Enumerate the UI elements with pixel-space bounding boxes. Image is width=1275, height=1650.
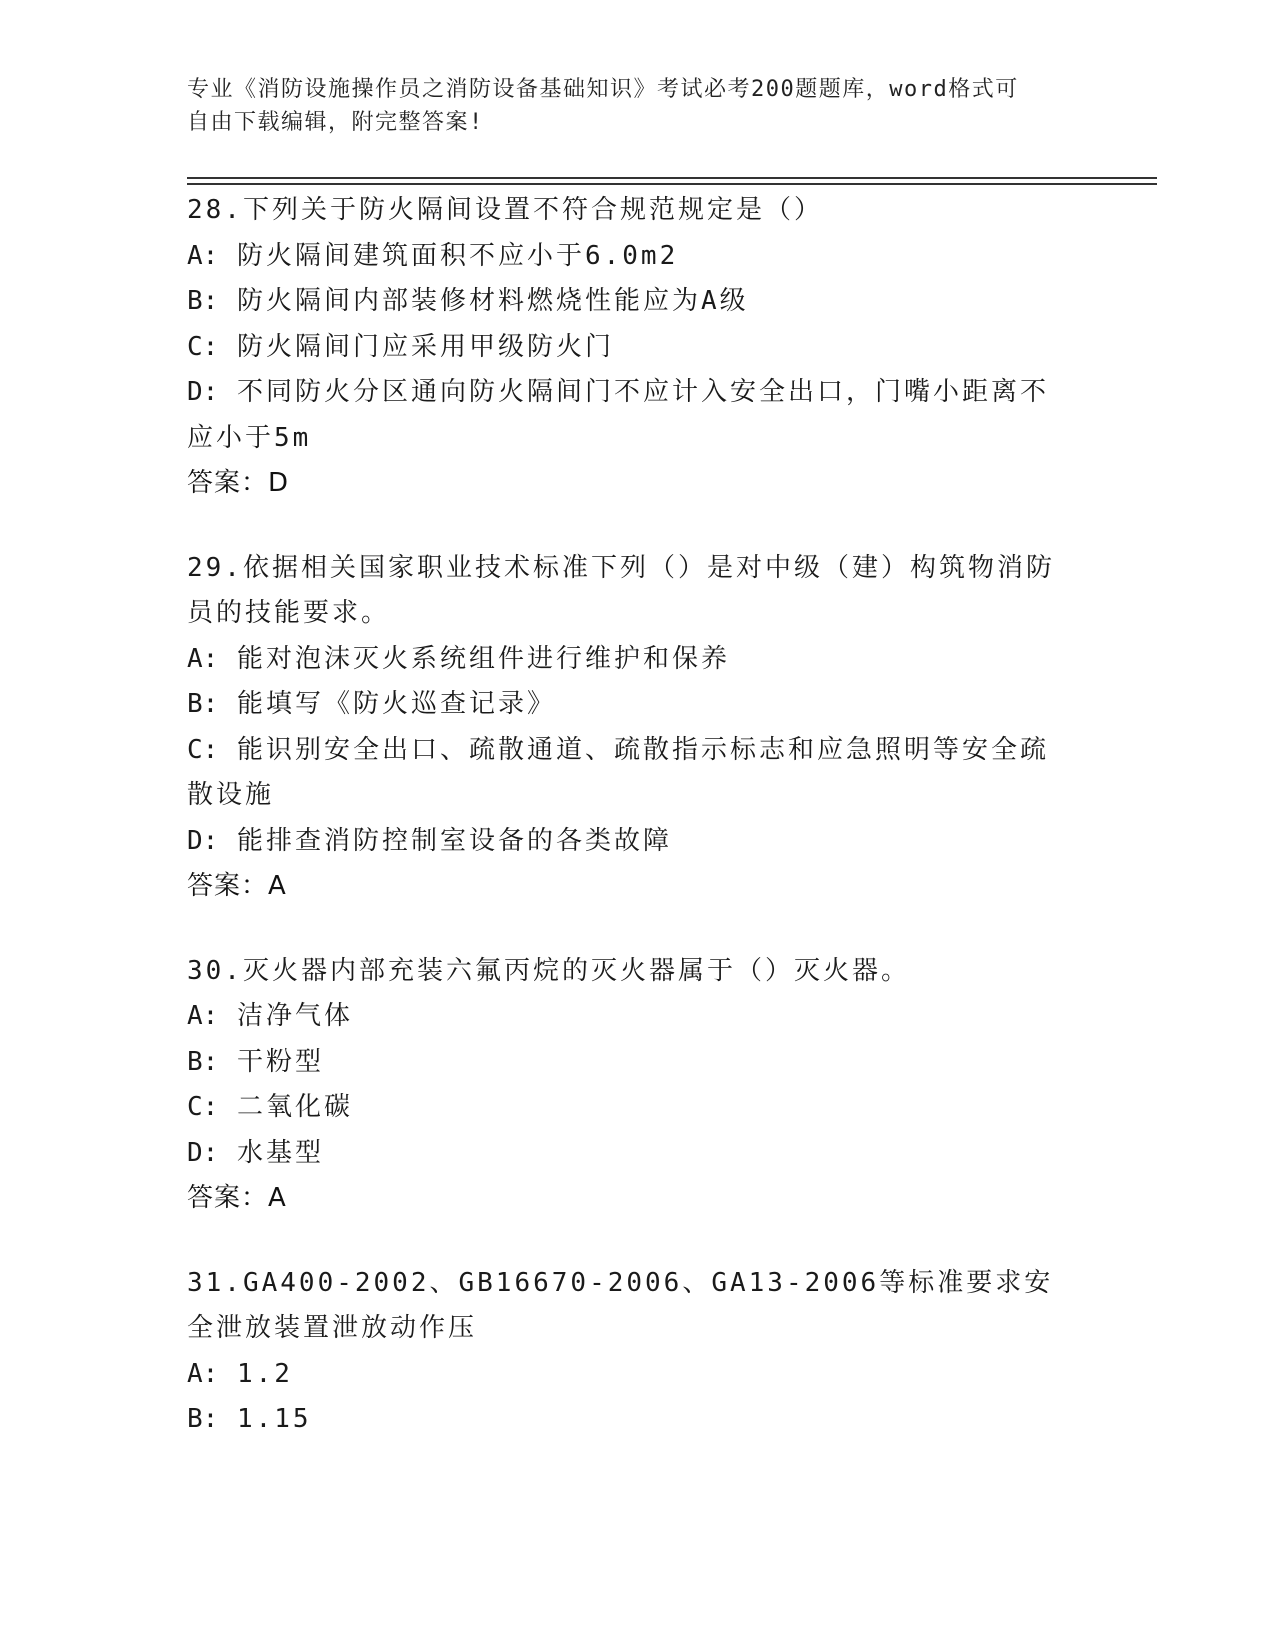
answer-line: 答案：A (187, 871, 287, 901)
header-line-1: 专业《消防设施操作员之消防设备基础知识》考试必考200题题库，word格式可 (187, 77, 1019, 102)
option-text: 水基型 (236, 1137, 324, 1168)
option-key: A: (187, 240, 219, 271)
header-divider-bottom (187, 183, 1157, 185)
option-key: A: (187, 643, 219, 674)
question-title: 28.下列关于防火隔间设置不符合规范规定是（） (187, 195, 823, 225)
option-text: 1.2 (236, 1358, 293, 1389)
option-key: B: (187, 286, 219, 316)
option-text: 1.15 (236, 1404, 312, 1434)
option-text: 不同防火分区通向防火隔间门不应计入安全出口，门嘴小距离不应小于5m (187, 377, 1049, 453)
option-c (187, 728, 1067, 819)
option-d (187, 1131, 1067, 1177)
answer-line: 答案：A (187, 1183, 287, 1213)
question-28 (187, 188, 1067, 507)
header-divider-top (187, 177, 1157, 179)
option-a (187, 234, 1067, 280)
option-a (187, 994, 1067, 1040)
option-a (187, 1352, 1067, 1398)
option-key: D: (187, 377, 219, 407)
question-list (187, 188, 1067, 1482)
option-key: C: (187, 734, 219, 765)
option-key: A: (187, 1001, 219, 1031)
option-c (187, 1085, 1067, 1131)
option-text: 防火隔间建筑面积不应小于6.0m2 (236, 240, 679, 271)
option-c (187, 325, 1067, 371)
option-key: C: (187, 1092, 219, 1122)
option-key: B: (187, 1046, 219, 1077)
option-b (187, 682, 1067, 728)
question-title: 30.灭火器内部充装六氟丙烷的灭火器属于（）灭火器。 (187, 955, 910, 986)
answer-line: 答案：D (187, 468, 290, 498)
option-text: 能对泡沫灭火系统组件进行维护和保养 (236, 643, 730, 674)
document-header (187, 73, 1067, 139)
option-key: D: (187, 1137, 219, 1168)
question-title: 29.依据相关国家职业技术标准下列（）是对中级（建）构筑物消防员的技能要求。 (187, 552, 1055, 628)
option-b (187, 1397, 1067, 1443)
option-text: 能识别安全出口、疏散通道、疏散指示标志和应急照明等安全疏散设施 (187, 734, 1049, 810)
option-d (187, 370, 1067, 461)
question-29 (187, 546, 1067, 910)
option-text: 二氧化碳 (236, 1092, 353, 1122)
option-d (187, 819, 1067, 865)
option-a (187, 637, 1067, 683)
option-key: D: (187, 825, 219, 856)
option-key: A: (187, 1358, 219, 1389)
option-b (187, 1040, 1067, 1086)
option-text: 洁净气体 (236, 1001, 353, 1031)
option-key: C: (187, 331, 219, 362)
option-text: 能填写《防火巡查记录》 (236, 689, 556, 719)
question-31 (187, 1261, 1067, 1443)
question-title: 31.GA400-2002、GB16670-2006、GA13-2006等标准要求安全泄放装置泄放动作压 (187, 1267, 1054, 1343)
option-key: B: (187, 689, 219, 719)
option-text: 干粉型 (236, 1046, 324, 1077)
header-line-2: 自由下载编辑，附完整答案! (187, 110, 484, 135)
option-text: 防火隔间门应采用甲级防火门 (236, 331, 614, 362)
option-key: B: (187, 1404, 219, 1434)
option-text: 能排查消防控制室设备的各类故障 (236, 825, 672, 856)
option-text: 防火隔间内部装修材料燃烧性能应为A级 (236, 286, 749, 316)
option-b (187, 279, 1067, 325)
question-30 (187, 949, 1067, 1222)
